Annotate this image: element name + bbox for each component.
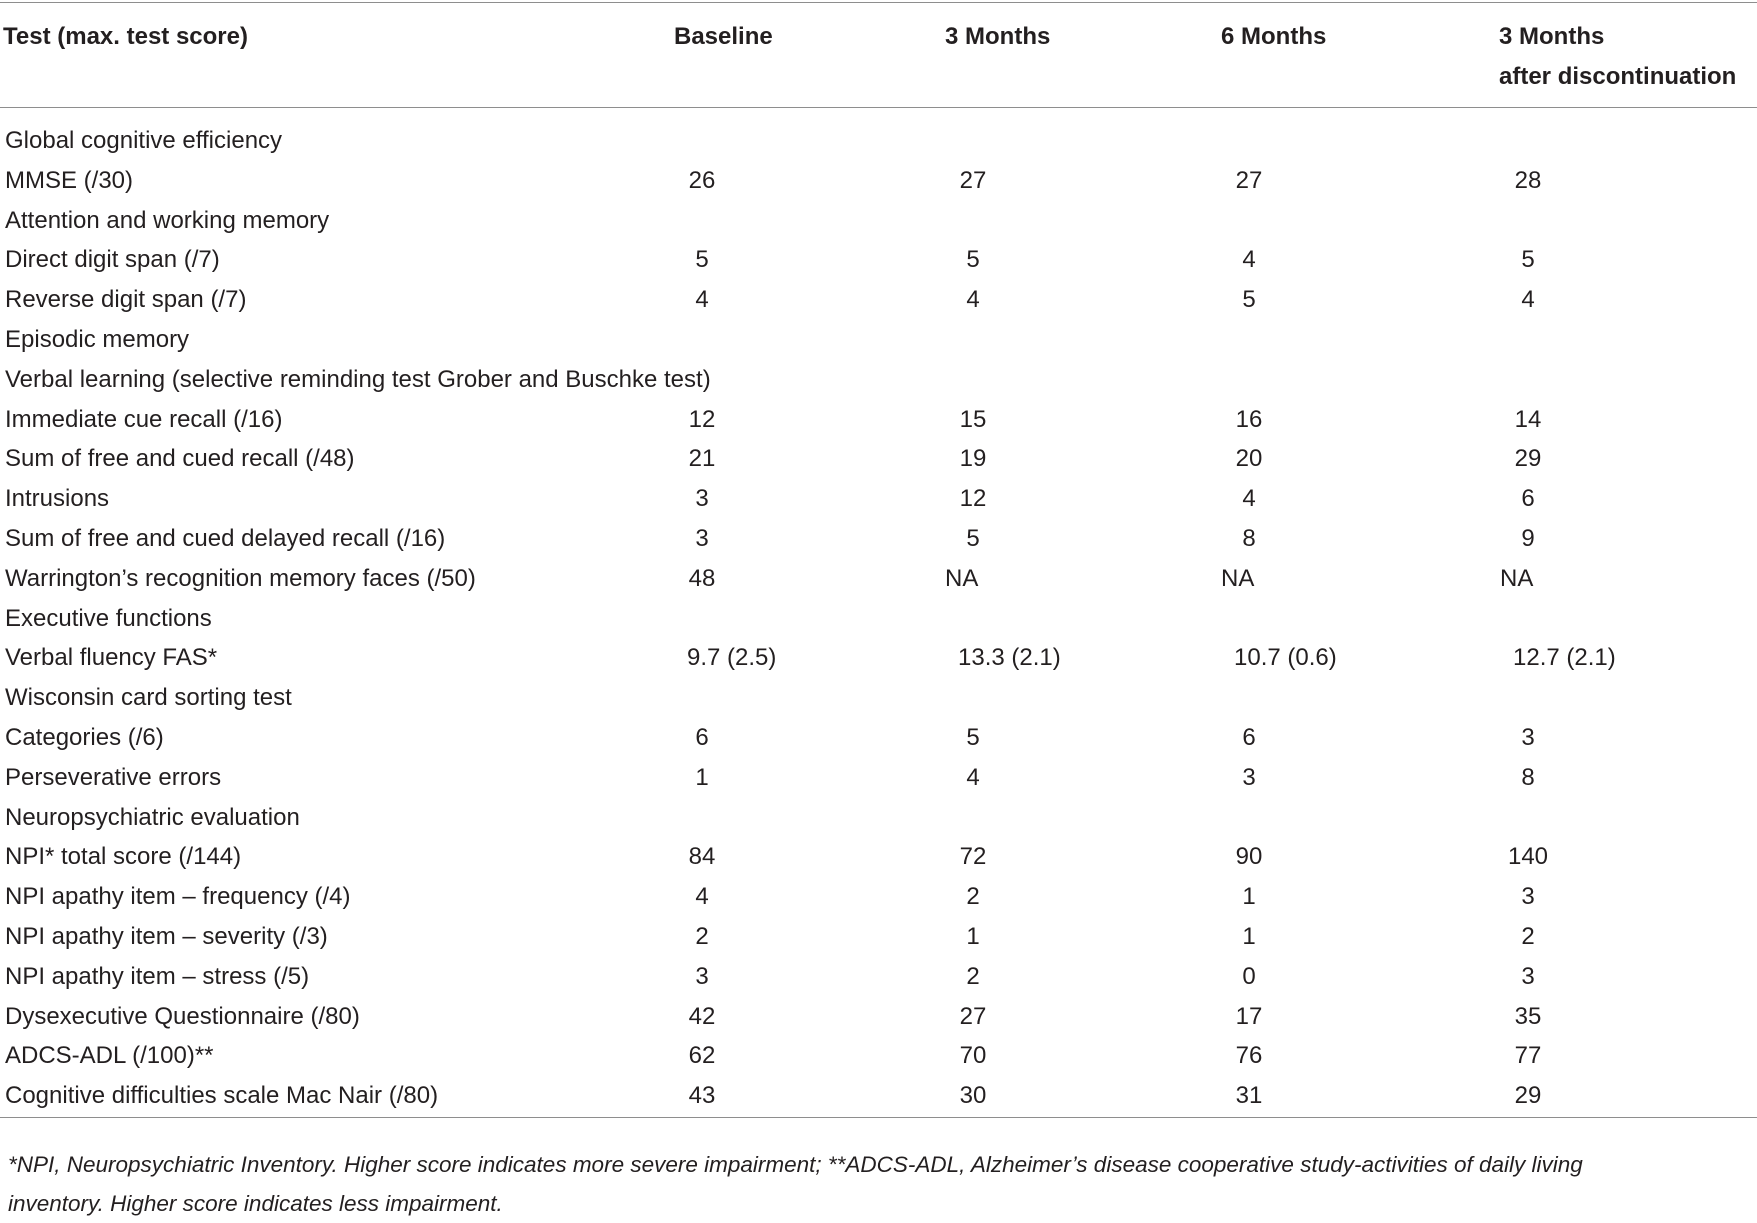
row-label: MMSE (/30) [5, 166, 134, 194]
cell-baseline: 84 [688, 843, 716, 871]
table-row [0, 957, 1757, 997]
row-label: NPI apathy item – frequency (/4) [5, 883, 351, 911]
table-row [0, 798, 1757, 838]
cell-6-months: 1 [1242, 922, 1256, 950]
table-row [0, 161, 1757, 201]
row-label: Wisconsin card sorting test [5, 684, 292, 712]
cell-6-months: 5 [1242, 286, 1256, 314]
cell-baseline: 62 [688, 1042, 716, 1070]
table-row [0, 1036, 1757, 1076]
cell-baseline: 48 [688, 564, 716, 592]
cell-6-months: 16 [1235, 405, 1263, 433]
cell-baseline: 9.7 (2.5) [687, 644, 777, 672]
table-row [0, 360, 1757, 400]
cell-3-months: 4 [966, 763, 980, 791]
header-6-months: 6 Months [1221, 23, 1327, 50]
cell-6-months: 20 [1235, 445, 1263, 473]
table-row [0, 400, 1757, 440]
cell-after-discontinuation: 5 [1521, 246, 1535, 274]
cell-baseline: 12 [688, 405, 716, 433]
row-label: Reverse digit span (/7) [5, 286, 247, 314]
cell-6-months: 76 [1235, 1042, 1263, 1070]
table-row [0, 877, 1757, 917]
table-row [0, 479, 1757, 519]
cell-6-months: 4 [1242, 246, 1256, 274]
cell-after-discontinuation: 3 [1521, 883, 1535, 911]
cell-6-months: 27 [1235, 166, 1263, 194]
row-label: Warrington’s recognition memory faces (/50) [5, 564, 476, 592]
cell-after-discontinuation: 77 [1514, 1042, 1542, 1070]
table-row [0, 201, 1757, 241]
table-row [0, 917, 1757, 957]
cell-after-discontinuation: 6 [1521, 485, 1535, 513]
row-label: Perseverative errors [5, 763, 222, 791]
footnote-line2: inventory. Higher score indicates less impairment. [8, 1191, 503, 1216]
cell-3-months: 13.3 (2.1) [958, 644, 1061, 672]
row-label: Categories (/6) [5, 723, 164, 751]
cell-6-months: 17 [1235, 1002, 1263, 1030]
cell-baseline: 3 [695, 962, 709, 990]
table-row [0, 718, 1757, 758]
cell-baseline: 42 [688, 1002, 716, 1030]
cell-after-discontinuation: NA [1500, 564, 1534, 592]
cell-3-months: 2 [966, 962, 980, 990]
cell-after-discontinuation: 14 [1514, 405, 1542, 433]
row-label: NPI* total score (/144) [5, 843, 242, 871]
row-label: Cognitive difficulties scale Mac Nair (/80) [5, 1082, 439, 1110]
cell-after-discontinuation: 9 [1521, 524, 1535, 552]
header-after-line1: 3 Months [1499, 23, 1605, 50]
table-row [0, 240, 1757, 280]
cell-3-months: 27 [959, 166, 987, 194]
cell-3-months: 12 [959, 485, 987, 513]
cell-3-months: 15 [959, 405, 987, 433]
cell-3-months: 30 [959, 1082, 987, 1110]
row-label: NPI apathy item – severity (/3) [5, 922, 328, 950]
cell-baseline: 21 [688, 445, 716, 473]
table-row [0, 320, 1757, 360]
table-row [0, 121, 1757, 161]
cell-after-discontinuation: 12.7 (2.1) [1513, 644, 1616, 672]
cell-baseline: 4 [695, 286, 709, 314]
header-baseline: Baseline [674, 23, 773, 50]
table-top-rule [0, 2, 1757, 3]
cell-6-months: 4 [1242, 485, 1256, 513]
cell-3-months: 2 [966, 883, 980, 911]
cell-after-discontinuation: 3 [1521, 723, 1535, 751]
cell-3-months: 4 [966, 286, 980, 314]
cell-3-months: 5 [966, 723, 980, 751]
table-row [0, 559, 1757, 599]
cell-3-months: 5 [966, 524, 980, 552]
table-body [0, 121, 1757, 1116]
cell-after-discontinuation: 28 [1514, 166, 1542, 194]
table-row [0, 758, 1757, 798]
cell-3-months: 1 [966, 922, 980, 950]
table-row [0, 280, 1757, 320]
cell-3-months: 27 [959, 1002, 987, 1030]
cell-after-discontinuation: 2 [1521, 922, 1535, 950]
cell-after-discontinuation: 29 [1514, 1082, 1542, 1110]
row-label: Attention and working memory [5, 206, 330, 234]
header-after-discontinuation [1499, 17, 1736, 97]
row-label: Episodic memory [5, 325, 190, 353]
cell-3-months: NA [945, 564, 979, 592]
header-test: Test (max. test score) [3, 23, 248, 50]
cell-baseline: 2 [695, 922, 709, 950]
cell-after-discontinuation: 29 [1514, 445, 1542, 473]
row-label: Sum of free and cued recall (/48) [5, 445, 355, 473]
cell-baseline: 6 [695, 723, 709, 751]
cell-6-months: 6 [1242, 723, 1256, 751]
cell-6-months: 90 [1235, 843, 1263, 871]
row-label: Dysexecutive Questionnaire (/80) [5, 1002, 360, 1030]
row-label: Direct digit span (/7) [5, 246, 220, 274]
row-label: Global cognitive efficiency [5, 127, 283, 154]
cell-6-months: 3 [1242, 763, 1256, 791]
table-row [0, 837, 1757, 877]
row-label: Intrusions [5, 485, 110, 513]
cell-baseline: 5 [695, 246, 709, 274]
cell-after-discontinuation: 140 [1507, 843, 1549, 871]
table-row [0, 638, 1757, 678]
header-3-months: 3 Months [945, 23, 1051, 50]
row-label: Verbal learning (selective reminding test Grober and Buschke test) [5, 365, 711, 393]
cell-baseline: 3 [695, 485, 709, 513]
table-row [0, 519, 1757, 559]
cell-6-months: 1 [1242, 883, 1256, 911]
cell-baseline: 26 [688, 166, 716, 194]
row-label: ADCS-ADL (/100)** [5, 1042, 214, 1070]
footnote-line1: *NPI, Neuropsychiatric Inventory. Higher score indicates more severe impairment; **ADCS-ADL, Alzheimer’s disease cooperative study-activities of daily living [8, 1152, 1583, 1177]
row-label: Immediate cue recall (/16) [5, 405, 283, 433]
cell-baseline: 43 [688, 1082, 716, 1110]
cell-3-months: 19 [959, 445, 987, 473]
cell-after-discontinuation: 35 [1514, 1002, 1542, 1030]
cell-6-months: 0 [1242, 962, 1256, 990]
table-row [0, 599, 1757, 639]
cell-baseline: 4 [695, 883, 709, 911]
row-label: NPI apathy item – stress (/5) [5, 962, 310, 990]
table-row [0, 997, 1757, 1037]
cell-baseline: 1 [695, 763, 709, 791]
cell-after-discontinuation: 8 [1521, 763, 1535, 791]
cell-3-months: 70 [959, 1042, 987, 1070]
table-footnote [8, 1145, 1753, 1223]
cell-3-months: 72 [959, 843, 987, 871]
header-after-line2: after discontinuation [1499, 63, 1737, 90]
table-header-rule [0, 107, 1757, 108]
cell-3-months: 5 [966, 246, 980, 274]
table-row [0, 439, 1757, 479]
table-row [0, 678, 1757, 718]
cell-after-discontinuation: 4 [1521, 286, 1535, 314]
cell-6-months: 10.7 (0.6) [1234, 644, 1337, 672]
cell-6-months: NA [1221, 564, 1255, 592]
row-label: Verbal fluency FAS* [5, 644, 218, 672]
cell-after-discontinuation: 3 [1521, 962, 1535, 990]
row-label: Executive functions [5, 604, 212, 632]
cell-6-months: 31 [1235, 1082, 1263, 1110]
cell-baseline: 3 [695, 524, 709, 552]
row-label: Neuropsychiatric evaluation [5, 803, 300, 831]
table-bottom-rule [0, 1117, 1757, 1118]
cell-6-months: 8 [1242, 524, 1256, 552]
row-label: Sum of free and cued delayed recall (/16) [5, 524, 446, 552]
table-row [0, 1076, 1757, 1116]
